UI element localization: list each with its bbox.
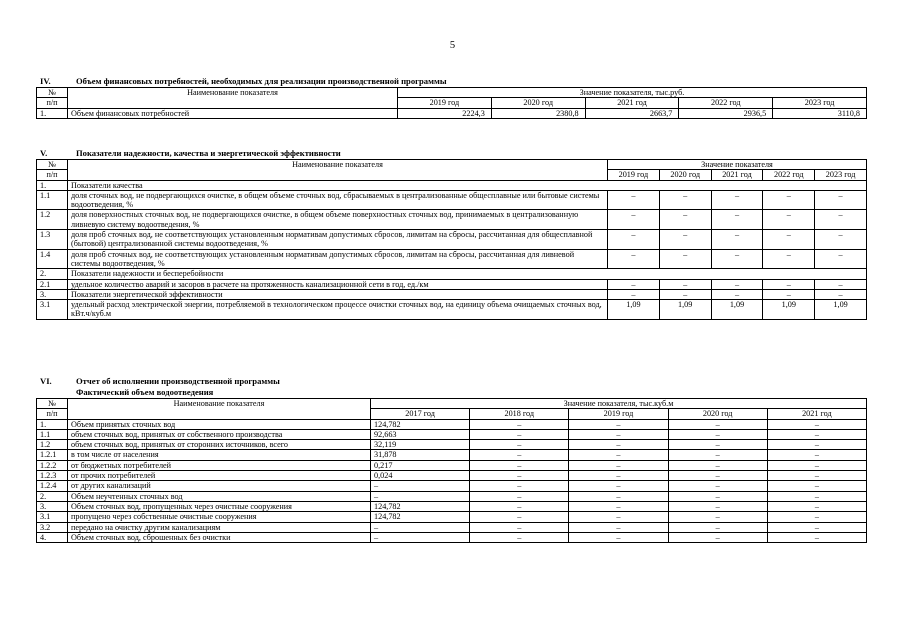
table-row	[37, 249, 867, 269]
year-header: 2017 год	[371, 409, 470, 419]
value-cell: –	[815, 230, 867, 250]
value-cell: –	[668, 419, 767, 429]
value-cell: –	[668, 481, 767, 491]
value-cell: –	[470, 460, 569, 470]
value-cell: –	[711, 279, 763, 289]
section5-title: Показатели надежности, качества и энергетической эффективности	[76, 148, 341, 158]
value-cell: 124,782	[371, 419, 470, 429]
value-cell: –	[668, 440, 767, 450]
row-number: 1.4	[37, 249, 68, 269]
year-header: 2023 год	[815, 170, 867, 180]
row-name: в том числе от населения	[68, 450, 371, 460]
row-number: 1.2.3	[37, 471, 68, 481]
value-cell: 32,119	[371, 440, 470, 450]
value-cell: –	[470, 440, 569, 450]
row-name: Показатели качества	[68, 180, 867, 190]
table-row	[37, 180, 867, 190]
value-cell: –	[659, 190, 711, 210]
value-cell: –	[569, 429, 668, 439]
financial-needs-table	[36, 87, 867, 119]
table-row	[37, 230, 867, 250]
row-name: доля проб сточных вод, не соответствующих установленным нормативам допустимых сбросов, лимитам на сбросы, рассчитанная для ливневой системы водоотведения, %	[68, 249, 608, 269]
value-cell: –	[668, 501, 767, 511]
value-cell: –	[470, 481, 569, 491]
section5-heading	[40, 148, 341, 158]
value-cell: –	[569, 501, 668, 511]
section6-heading	[40, 376, 280, 386]
value-cell: –	[815, 289, 867, 299]
row-number: 1.1	[37, 190, 68, 210]
value-cell: –	[470, 471, 569, 481]
row-number: 1.	[37, 419, 68, 429]
value-cell: 2380,8	[491, 108, 585, 118]
row-name: Объем неучтенных сточных вод	[68, 491, 371, 501]
row-number: 3.2	[37, 522, 68, 532]
section6-title: Отчет об исполнении производственной программы	[76, 376, 280, 386]
value-cell: –	[767, 532, 866, 542]
value-cell: –	[371, 481, 470, 491]
table-row	[37, 279, 867, 289]
table-row	[37, 532, 867, 542]
value-cell: –	[569, 512, 668, 522]
row-name: Показатели надежности и бесперебойности	[68, 269, 867, 279]
year-header: 2019 год	[608, 170, 660, 180]
value-cell: –	[767, 429, 866, 439]
value-cell: –	[470, 522, 569, 532]
year-header: 2020 год	[668, 409, 767, 419]
row-name: удельный расход электрической энергии, потребляемой в технологическом процессе очистки сточных вод, на единицу объема очищаемых сточных вод, кВт.ч/куб.м	[68, 300, 608, 320]
col-value-header: Значение показателя, тыс.руб.	[398, 88, 867, 98]
section4-title: Объем финансовых потребностей, необходимых для реализации производственной программы	[76, 76, 447, 86]
table-row	[37, 419, 867, 429]
value-cell: –	[767, 512, 866, 522]
year-header: 2019 год	[569, 409, 668, 419]
value-cell: –	[608, 249, 660, 269]
value-cell: –	[711, 230, 763, 250]
value-cell: –	[767, 501, 866, 511]
row-name: объем сточных вод, принятых от сторонних источников, всего	[68, 440, 371, 450]
value-cell: 124,782	[371, 501, 470, 511]
value-cell: –	[569, 460, 668, 470]
value-cell: 3110,8	[773, 108, 867, 118]
row-number: 2.1	[37, 279, 68, 289]
value-cell: –	[659, 230, 711, 250]
value-cell: –	[763, 230, 815, 250]
value-cell: 0,217	[371, 460, 470, 470]
value-cell: –	[470, 429, 569, 439]
value-cell: –	[608, 289, 660, 299]
value-cell: –	[569, 419, 668, 429]
table-row	[37, 501, 867, 511]
row-name: Объем принятых сточных вод	[68, 419, 371, 429]
value-cell: 1,09	[711, 300, 763, 320]
year-header: 2022 год	[679, 98, 773, 108]
header-row	[37, 399, 867, 409]
row-number: 1.2	[37, 210, 68, 230]
value-cell: –	[711, 190, 763, 210]
section5-number: V.	[40, 148, 48, 158]
value-cell: –	[767, 419, 866, 429]
row-name: от других канализаций	[68, 481, 371, 491]
row-name: от прочих потребителей	[68, 471, 371, 481]
section4-number: IV.	[40, 76, 51, 86]
row-number: 1.2.2	[37, 460, 68, 470]
value-cell: –	[668, 450, 767, 460]
section4-heading	[40, 76, 447, 86]
year-header: 2021 год	[767, 409, 866, 419]
value-cell: –	[470, 512, 569, 522]
table-row	[37, 471, 867, 481]
value-cell: –	[668, 460, 767, 470]
value-cell: –	[569, 471, 668, 481]
value-cell: –	[569, 491, 668, 501]
value-cell: –	[668, 491, 767, 501]
value-cell: –	[763, 279, 815, 289]
section6-number: VI.	[40, 376, 52, 386]
value-cell: –	[815, 190, 867, 210]
table-row	[37, 522, 867, 532]
year-header: 2021 год	[711, 170, 763, 180]
col-no-header-sub: п/п	[37, 98, 68, 108]
value-cell: –	[767, 450, 866, 460]
table-row	[37, 491, 867, 501]
year-header: 2020 год	[659, 170, 711, 180]
row-name: удельное количество аварий и засоров в расчете на протяженность канализационной сети в год, ед./км	[68, 279, 608, 289]
table-row	[37, 450, 867, 460]
row-number: 1.2	[37, 440, 68, 450]
row-name: Объем сточных вод, пропущенных через очистные сооружения	[68, 501, 371, 511]
row-number: 3.1	[37, 512, 68, 522]
value-cell: –	[371, 532, 470, 542]
table-row	[37, 481, 867, 491]
row-number: 2.	[37, 269, 68, 279]
value-cell: –	[763, 190, 815, 210]
page-number: 5	[449, 40, 456, 51]
value-cell: –	[608, 210, 660, 230]
value-cell: 1,09	[763, 300, 815, 320]
value-cell: –	[608, 279, 660, 289]
value-cell: –	[569, 450, 668, 460]
row-number: 1.2.4	[37, 481, 68, 491]
value-cell: –	[815, 279, 867, 289]
value-cell: –	[659, 249, 711, 269]
reliability-quality-table	[36, 159, 867, 320]
row-number: 1.	[37, 180, 68, 190]
value-cell: –	[763, 289, 815, 299]
value-cell: –	[470, 501, 569, 511]
value-cell: –	[815, 210, 867, 230]
value-cell: –	[763, 249, 815, 269]
row-name: Объем финансовых потребностей	[68, 108, 398, 118]
value-cell: –	[470, 532, 569, 542]
table-row	[37, 460, 867, 470]
row-number: 3.	[37, 501, 68, 511]
value-cell: 1,09	[659, 300, 711, 320]
table-row	[37, 289, 867, 299]
value-cell: –	[659, 210, 711, 230]
row-number: 1.	[37, 108, 68, 118]
value-cell: –	[815, 249, 867, 269]
col-no-header: №	[37, 88, 68, 98]
value-cell: –	[711, 249, 763, 269]
value-cell: –	[659, 289, 711, 299]
value-cell: 0,024	[371, 471, 470, 481]
value-cell: –	[711, 289, 763, 299]
col-name-header: Наименование показателя	[68, 399, 371, 420]
value-cell: –	[763, 210, 815, 230]
col-name-header: Наименование показателя	[68, 88, 398, 109]
value-cell: –	[470, 419, 569, 429]
wastewater-volume-table	[36, 398, 867, 543]
table-row	[37, 269, 867, 279]
row-number: 1.3	[37, 230, 68, 250]
table-row	[37, 210, 867, 230]
value-cell: –	[659, 279, 711, 289]
row-number: 1.1	[37, 429, 68, 439]
value-cell: 1,09	[815, 300, 867, 320]
year-header: 2019 год	[398, 98, 492, 108]
table-row	[37, 512, 867, 522]
value-cell: –	[569, 440, 668, 450]
value-cell: 2936,5	[679, 108, 773, 118]
row-name: Объем сточных вод, сброшенных без очистки	[68, 532, 371, 542]
value-cell: –	[470, 491, 569, 501]
value-cell: –	[470, 450, 569, 460]
value-cell: –	[569, 481, 668, 491]
row-name: объем сточных вод, принятых от собственного производства	[68, 429, 371, 439]
value-cell: –	[569, 532, 668, 542]
value-cell: –	[668, 429, 767, 439]
year-header: 2022 год	[763, 170, 815, 180]
value-cell: –	[608, 230, 660, 250]
value-cell: –	[767, 471, 866, 481]
value-cell: –	[711, 210, 763, 230]
col-value-header: Значение показателя, тыс.куб.м	[371, 399, 867, 409]
value-cell: –	[767, 522, 866, 532]
value-cell: 92,663	[371, 429, 470, 439]
value-cell: –	[668, 512, 767, 522]
col-name-header: Наименование показателя	[68, 160, 608, 181]
table-row	[37, 190, 867, 210]
value-cell: –	[608, 190, 660, 210]
col-no-header-sub: п/п	[37, 409, 68, 419]
header-row	[37, 88, 867, 98]
row-number: 3.1	[37, 300, 68, 320]
year-header: 2020 год	[491, 98, 585, 108]
row-number: 1.2.1	[37, 450, 68, 460]
value-cell: –	[767, 491, 866, 501]
year-header: 2018 год	[470, 409, 569, 419]
value-cell: 2224,3	[398, 108, 492, 118]
value-cell: –	[668, 471, 767, 481]
section6-subtitle: Фактический объем водоотведения	[76, 387, 214, 397]
col-no-header: №	[37, 160, 68, 170]
col-value-header: Значение показателя	[608, 160, 867, 170]
value-cell: 31,878	[371, 450, 470, 460]
row-name: доля сточных вод, не подвергающихся очистке, в общем объеме сточных вод, сбрасываемых в централизованные общесплавные или бытовые системы водоотведения, %	[68, 190, 608, 210]
row-name: передано на очистку другим канализациям	[68, 522, 371, 532]
value-cell: 1,09	[608, 300, 660, 320]
year-header: 2023 год	[773, 98, 867, 108]
row-number: 4.	[37, 532, 68, 542]
value-cell: –	[668, 532, 767, 542]
col-no-header: №	[37, 399, 68, 409]
year-header: 2021 год	[585, 98, 679, 108]
value-cell: 124,782	[371, 512, 470, 522]
row-name: Показатели энергетической эффективности	[68, 289, 608, 299]
table-row	[37, 429, 867, 439]
value-cell: –	[767, 440, 866, 450]
value-cell: 2663,7	[585, 108, 679, 118]
value-cell: –	[371, 522, 470, 532]
row-number: 3.	[37, 289, 68, 299]
value-cell: –	[668, 522, 767, 532]
row-name: доля поверхностных сточных вод, не подвергающихся очистке, в общем объеме поверхностных сточных вод, принимаемых в централизованную ливневую систему водоотведения, %	[68, 210, 608, 230]
table-row	[37, 108, 867, 118]
row-name: доля проб сточных вод, не соответствующих установленным нормативам допустимых сбросов, лимитам на сбросы, рассчитанная для общесплавной (бытовой) централизованной системы водоотведения, %	[68, 230, 608, 250]
value-cell: –	[767, 481, 866, 491]
value-cell: –	[767, 460, 866, 470]
row-number: 2.	[37, 491, 68, 501]
value-cell: –	[569, 522, 668, 532]
table-row	[37, 440, 867, 450]
row-name: от бюджетных потребителей	[68, 460, 371, 470]
table-row	[37, 300, 867, 320]
value-cell: –	[371, 491, 470, 501]
col-no-header-sub: п/п	[37, 170, 68, 180]
row-name: пропущено через собственные очистные сооружения	[68, 512, 371, 522]
header-row	[37, 160, 867, 170]
